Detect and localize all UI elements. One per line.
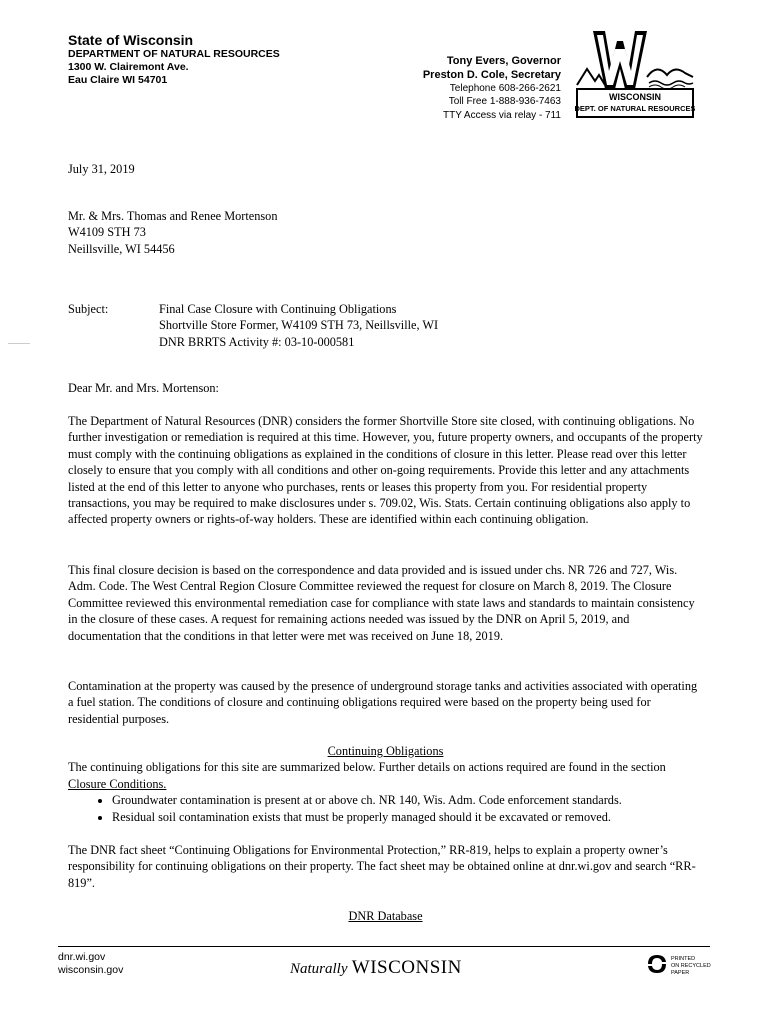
salutation: Dear Mr. and Mrs. Mortenson: [68, 381, 219, 395]
recipient-block [68, 208, 703, 257]
list-item: • Groundwater contamination is present at or above ch. NR 140, Wis. Adm. Code enforcement standards. [112, 792, 703, 808]
paragraph-contamination [68, 678, 703, 727]
margin-mark [8, 343, 30, 344]
footer-slogan [290, 957, 462, 979]
paragraph-2: This final closure decision is based on the correspondence and data provided and is issued under chs. NR 726 and 727, Wis. Adm. Code. The West Central Region Closure Committee reviewed the request for closure on March 8, 2019. The Closure Committee reviewed this environmental remediation case for compliance with state laws and standards to maintain consistency in the closure of these cases. A request for remaining actions needed was issued by the DNR on April 5, 2019, and documentation that the conditions in that letter were met was received on June 18, 2019. [68, 563, 695, 643]
closure-conditions-link[interactable]: Closure Conditions. [68, 776, 167, 791]
recipient-name: Mr. & Mrs. Thomas and Renee Mortenson [68, 209, 278, 223]
recipient-address-line1: W4109 STH 73 [68, 225, 146, 240]
officials-block [423, 55, 561, 122]
subject-line2: Shortville Store Former, W4109 STH 73, Neillsville, WI [159, 318, 439, 333]
section-continuing-obligations [68, 743, 703, 825]
subject-line3: DNR BRRTS Activity #: 03-10-000581 [159, 334, 355, 349]
recycled-paper-icon [645, 952, 715, 976]
department-name: DEPARTMENT OF NATURAL RESOURCES [68, 48, 280, 60]
paragraph-1: The Department of Natural Resources (DNR) considers the former Shortville Store site closed, with continuing obligations. No further investigation or remediation is required at this time. However, you, future property owners, and occupants of the property must comply with the continuing obligations as explained in the conditions of closure in this letter. Please read over this letter closely to ensure that you comply with all conditions and other on-going requirements. Provide this letter and any attachments listed at the end of this letter to anyone who purchases, rents or leases this property from you. For residential property transactions, you may be required to make disclosures under s. 709.02, Wis. Stats. Certain continuing obligations also apply to affected property owners or rights-of-way holders. These are identified within each continuing obligation. [68, 414, 703, 527]
section-dnr-database [68, 908, 703, 924]
list-item: • Residual soil contamination exists that must be properly managed should it be excavated or removed. [112, 809, 703, 825]
paragraph-basis [68, 562, 703, 644]
logo-text-wisconsin: WISCONSIN [608, 92, 662, 102]
footer-link-dnr[interactable]: dnr.wi.gov [58, 951, 106, 963]
state-name: State of Wisconsin [68, 32, 194, 48]
tty-access: TTY Access via relay - 711 [442, 109, 561, 121]
footer-links [58, 951, 123, 977]
toll-free: Toll Free 1-888-936-7463 [448, 96, 561, 108]
section-intro [68, 759, 703, 792]
subject-lines [159, 301, 659, 350]
footer-link-wisconsin[interactable]: wisconsin.gov [58, 964, 124, 976]
slogan-naturally: Naturally [290, 961, 348, 977]
section-title-dnr-database: DNR Database [348, 909, 423, 923]
subject-line1: Final Case Closure with Continuing Obligations [159, 302, 397, 316]
slogan-wisconsin: WISCONSIN [351, 957, 462, 978]
section-intro-text: The continuing obligations for this site are summarized below. Further details on actions required are found in the section [68, 760, 666, 775]
agency-block [68, 32, 280, 87]
recipient-address-line2: Neillsville, WI 54456 [68, 241, 175, 256]
obligations-list [68, 792, 703, 825]
governor-name: Tony Evers, Governor [446, 55, 561, 67]
recycle-text-2: ON RECYCLED [671, 963, 711, 969]
footer-rule [58, 946, 710, 947]
logo-text-dept: DEPT. OF NATURAL RESOURCES [575, 104, 695, 113]
paragraph-closure-decision [68, 413, 703, 528]
subject-label: Subject: [68, 302, 109, 316]
section-title-continuing-obligations: Continuing Obligations [327, 744, 444, 758]
dnr-logo [575, 27, 695, 121]
letter-date: July 31, 2019 [68, 162, 135, 176]
paragraph-fact-sheet [68, 842, 703, 891]
agency-address-line1: 1300 W. Clairemont Ave. [68, 61, 189, 73]
agency-address-line2: Eau Claire WI 54701 [68, 74, 168, 86]
recycle-text-1: PRINTED [671, 956, 696, 962]
secretary-name: Preston D. Cole, Secretary [422, 68, 561, 81]
recycle-text-3: PAPER [671, 970, 690, 976]
paragraph-3: Contamination at the property was caused by the presence of underground storage tanks and activities associated with operating a fuel station. The conditions of closure and continuing obligations required were based on the property being used for residential purposes. [68, 679, 698, 726]
paragraph-4: The DNR fact sheet “Continuing Obligations for Environmental Protection,” RR-819, helps to explain a property owner’s responsibility for continuing obligations on their property. The fact sheet may be obtained online at dnr.wi.gov and search “RR-819”. [68, 843, 696, 890]
telephone: Telephone 608-266-2621 [449, 83, 561, 94]
